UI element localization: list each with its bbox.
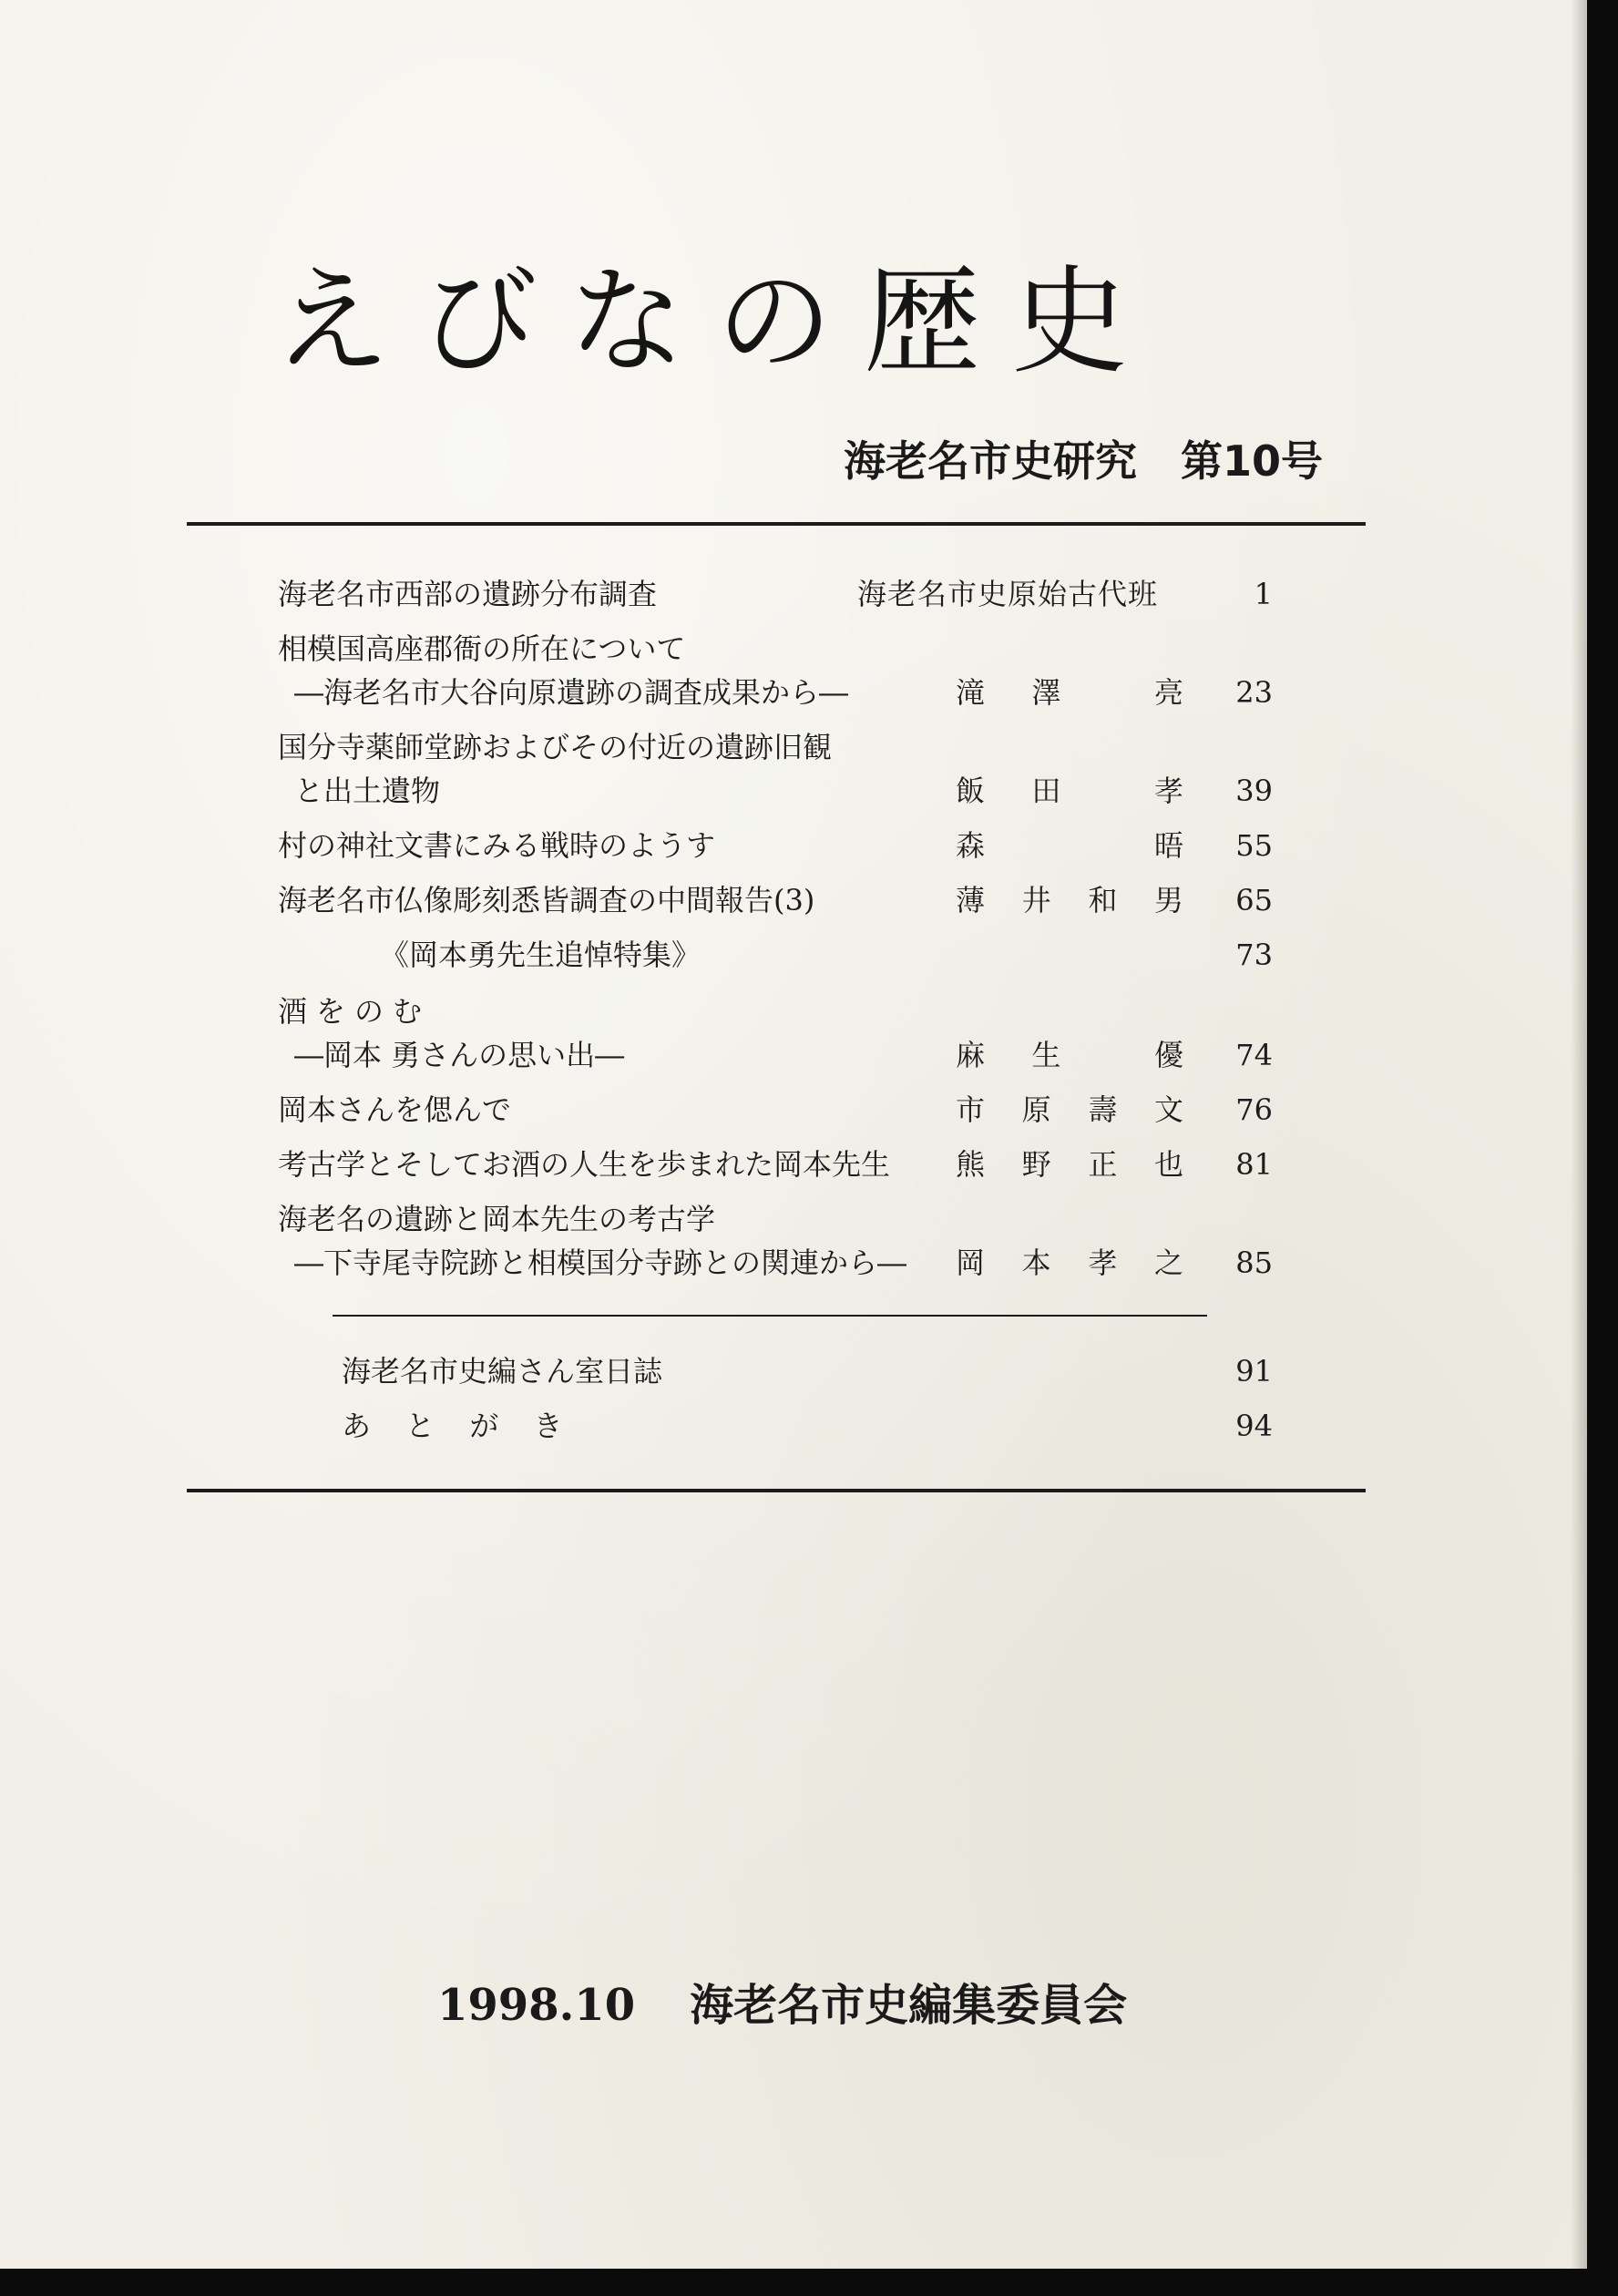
toc-page: 94 — [1235, 1409, 1273, 1443]
toc-title: 岡本さんを偲んで — [278, 1092, 512, 1127]
toc-subtitle: ―海老名市大谷向原遺跡の調査成果から― — [294, 675, 849, 710]
toc-page: 85 — [1235, 1245, 1273, 1280]
toc-page: 74 — [1235, 1038, 1273, 1072]
toc-section-title: 《岡本勇先生追悼特集》 — [380, 938, 701, 972]
toc-author: 森 晤 — [956, 828, 1183, 863]
toc-title: 海老名市西部の遺跡分布調査 — [278, 577, 658, 611]
toc-author: 麻 生 優 — [956, 1038, 1183, 1072]
toc-entry — [278, 1090, 1273, 1130]
series-name: 海老名市史研究 — [843, 436, 1137, 486]
cover-edge-shadow — [1571, 0, 1587, 2269]
toc-entry — [278, 825, 1273, 866]
toc-entry — [278, 1144, 1273, 1184]
toc-entry — [278, 727, 1273, 767]
toc-subtitle: ―岡本 勇さんの思い出― — [294, 1038, 625, 1072]
toc-entry — [278, 574, 1273, 614]
toc-page: 39 — [1235, 774, 1273, 808]
toc-entry — [278, 991, 1273, 1031]
top-divider — [187, 522, 1366, 526]
publication-date: 1998.10 — [437, 1980, 636, 2031]
toc-entry — [278, 771, 1273, 811]
publisher-name: 海老名市史編集委員会 — [690, 1980, 1128, 2031]
bottom-divider — [187, 1489, 1366, 1492]
toc-title: 酒をのむ — [278, 994, 432, 1029]
toc-title: あ と が き — [342, 1409, 576, 1443]
toc-title: 海老名市仏像彫刻悉皆調査の中間報告(3) — [278, 883, 815, 917]
toc-page: 91 — [1235, 1354, 1273, 1389]
toc-title: 村の神社文書にみる戦時のようす — [278, 828, 716, 863]
toc-entry — [278, 1199, 1273, 1239]
toc-page: 73 — [1235, 938, 1273, 972]
toc-title: 国分寺薬師堂跡およびその付近の遺跡旧観 — [278, 730, 833, 764]
toc-page: 55 — [1235, 828, 1273, 863]
issue-number: 第10号 — [1180, 436, 1323, 486]
toc-entry — [278, 880, 1273, 920]
toc-title: 考古学とそしてお酒の人生を歩まれた岡本先生 — [278, 1147, 891, 1182]
toc-page: 76 — [1235, 1092, 1273, 1127]
toc-subtitle: と出土遺物 — [294, 774, 441, 808]
toc-subtitle: ―下寺尾寺院跡と相模国分寺跡との関連から― — [294, 1245, 907, 1280]
toc-entry — [278, 629, 1273, 669]
toc-title: 海老名の遺跡と岡本先生の考古学 — [278, 1202, 716, 1236]
toc-page: 81 — [1235, 1147, 1273, 1182]
toc-page: 23 — [1235, 675, 1273, 710]
toc-entry — [278, 672, 1273, 712]
toc-page: 65 — [1235, 883, 1273, 917]
toc-author: 市 原 壽 文 — [956, 1092, 1183, 1127]
toc-entry — [278, 1243, 1273, 1283]
series-heading — [844, 428, 1323, 488]
toc-author: 熊 野 正 也 — [956, 1147, 1183, 1182]
toc-author: 滝 澤 亮 — [956, 675, 1183, 710]
toc-author: 岡 本 孝 之 — [956, 1245, 1183, 1280]
toc-page: 1 — [1254, 577, 1273, 611]
toc-divider — [333, 1315, 1207, 1317]
toc-entry — [278, 1406, 1273, 1446]
toc-author: 飯 田 孝 — [956, 774, 1183, 808]
publication-info — [437, 1970, 1127, 2033]
toc-entry — [278, 1351, 1273, 1391]
toc-title: 相模国高座郡衙の所在について — [278, 631, 686, 666]
toc-entry — [278, 1035, 1273, 1075]
cover-title: えびなの歴史 — [273, 254, 1160, 390]
toc-author: 薄 井 和 男 — [956, 883, 1183, 917]
toc-section-heading — [278, 935, 1273, 975]
toc-title: 海老名市史編さん室日誌 — [342, 1354, 663, 1389]
toc-author: 海老名市史原始古代班 — [857, 577, 1159, 611]
